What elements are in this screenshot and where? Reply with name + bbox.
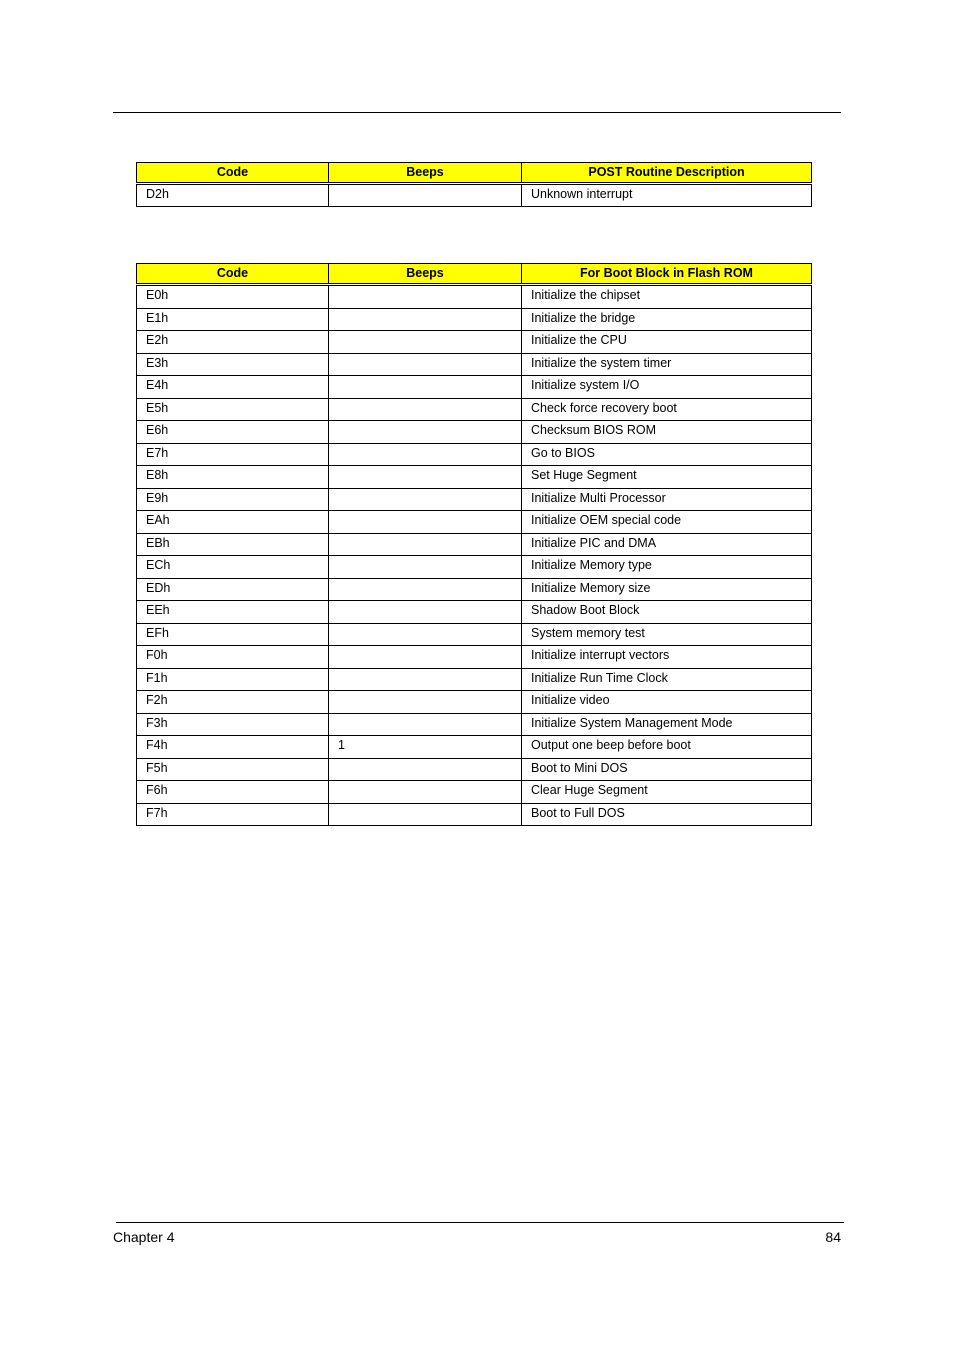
description-cell: Shadow Boot Block (522, 601, 812, 624)
description-cell: Initialize the chipset (522, 285, 812, 309)
beeps-cell (329, 443, 522, 466)
code-cell: F2h (137, 691, 329, 714)
code-cell: F4h (137, 736, 329, 759)
table-row (137, 668, 812, 691)
beeps-cell (329, 533, 522, 556)
table-body (137, 285, 812, 826)
description-cell: Initialize PIC and DMA (522, 533, 812, 556)
code-cell: EDh (137, 578, 329, 601)
description-cell: Set Huge Segment (522, 466, 812, 489)
code-cell: D2h (137, 184, 329, 207)
code-cell: EFh (137, 623, 329, 646)
description-cell: Check force recovery boot (522, 398, 812, 421)
description-cell: Initialize the CPU (522, 331, 812, 354)
code-cell: E7h (137, 443, 329, 466)
description-cell: System memory test (522, 623, 812, 646)
code-cell: F0h (137, 646, 329, 669)
footer-rule (116, 1222, 844, 1223)
beeps-cell (329, 488, 522, 511)
beeps-cell (329, 466, 522, 489)
table-row (137, 488, 812, 511)
column-header-beeps: Beeps (329, 163, 522, 184)
beeps-cell (329, 803, 522, 826)
code-cell: E6h (137, 421, 329, 444)
beeps-cell (329, 781, 522, 804)
beeps-cell (329, 758, 522, 781)
table-row (137, 556, 812, 579)
table-header-row (137, 264, 812, 285)
column-header-description: POST Routine Description (522, 163, 812, 184)
description-cell: Boot to Full DOS (522, 803, 812, 826)
code-cell: EAh (137, 511, 329, 534)
description-cell: Initialize interrupt vectors (522, 646, 812, 669)
beeps-cell (329, 668, 522, 691)
description-cell: Output one beep before boot (522, 736, 812, 759)
table-row (137, 736, 812, 759)
table-row (137, 533, 812, 556)
table-row (137, 803, 812, 826)
header-rule (113, 112, 841, 113)
table-row (137, 184, 812, 207)
description-cell: Initialize the bridge (522, 308, 812, 331)
beeps-cell (329, 646, 522, 669)
code-cell: F6h (137, 781, 329, 804)
footer-page-number: 84 (825, 1229, 841, 1245)
table-row (137, 713, 812, 736)
code-cell: E9h (137, 488, 329, 511)
code-cell: E1h (137, 308, 329, 331)
table-row (137, 466, 812, 489)
table-row (137, 691, 812, 714)
code-cell: E8h (137, 466, 329, 489)
column-header-code: Code (137, 163, 329, 184)
code-cell: E4h (137, 376, 329, 399)
column-header-code: Code (137, 264, 329, 285)
code-cell: EBh (137, 533, 329, 556)
beeps-cell: 1 (329, 736, 522, 759)
code-cell: E5h (137, 398, 329, 421)
code-cell: E0h (137, 285, 329, 309)
description-cell: Clear Huge Segment (522, 781, 812, 804)
description-cell: Initialize system I/O (522, 376, 812, 399)
code-cell: E3h (137, 353, 329, 376)
table-row (137, 646, 812, 669)
beeps-cell (329, 601, 522, 624)
description-cell: Initialize Run Time Clock (522, 668, 812, 691)
footer-chapter: Chapter 4 (113, 1229, 175, 1245)
beeps-cell (329, 421, 522, 444)
code-cell: ECh (137, 556, 329, 579)
post-table-unknown-interrupt (136, 162, 812, 207)
description-cell: Initialize Memory size (522, 578, 812, 601)
table-row (137, 758, 812, 781)
table-row (137, 353, 812, 376)
code-cell: F7h (137, 803, 329, 826)
table-row (137, 285, 812, 309)
description-cell: Initialize Multi Processor (522, 488, 812, 511)
column-header-beeps: Beeps (329, 264, 522, 285)
code-cell: EEh (137, 601, 329, 624)
table-row (137, 376, 812, 399)
beeps-cell (329, 511, 522, 534)
beeps-cell (329, 184, 522, 207)
beeps-cell (329, 691, 522, 714)
beeps-cell (329, 285, 522, 309)
code-cell: F1h (137, 668, 329, 691)
beeps-cell (329, 308, 522, 331)
beeps-cell (329, 713, 522, 736)
beeps-cell (329, 578, 522, 601)
beeps-cell (329, 376, 522, 399)
table-row (137, 511, 812, 534)
table-row (137, 601, 812, 624)
description-cell: Initialize OEM special code (522, 511, 812, 534)
code-cell: F5h (137, 758, 329, 781)
description-cell: Initialize System Management Mode (522, 713, 812, 736)
code-cell: E2h (137, 331, 329, 354)
description-cell: Checksum BIOS ROM (522, 421, 812, 444)
description-cell: Unknown interrupt (522, 184, 812, 207)
table-row (137, 421, 812, 444)
description-cell: Boot to Mini DOS (522, 758, 812, 781)
description-cell: Initialize the system timer (522, 353, 812, 376)
code-cell: F3h (137, 713, 329, 736)
table-row (137, 308, 812, 331)
table-row (137, 781, 812, 804)
table-row (137, 331, 812, 354)
beeps-cell (329, 623, 522, 646)
table-row (137, 398, 812, 421)
table-row (137, 443, 812, 466)
beeps-cell (329, 331, 522, 354)
description-cell: Initialize Memory type (522, 556, 812, 579)
description-cell: Go to BIOS (522, 443, 812, 466)
table-row (137, 623, 812, 646)
column-header-description: For Boot Block in Flash ROM (522, 264, 812, 285)
table-header-row (137, 163, 812, 184)
beeps-cell (329, 353, 522, 376)
beeps-cell (329, 556, 522, 579)
table-row (137, 578, 812, 601)
post-table-boot-block (136, 263, 812, 826)
beeps-cell (329, 398, 522, 421)
description-cell: Initialize video (522, 691, 812, 714)
